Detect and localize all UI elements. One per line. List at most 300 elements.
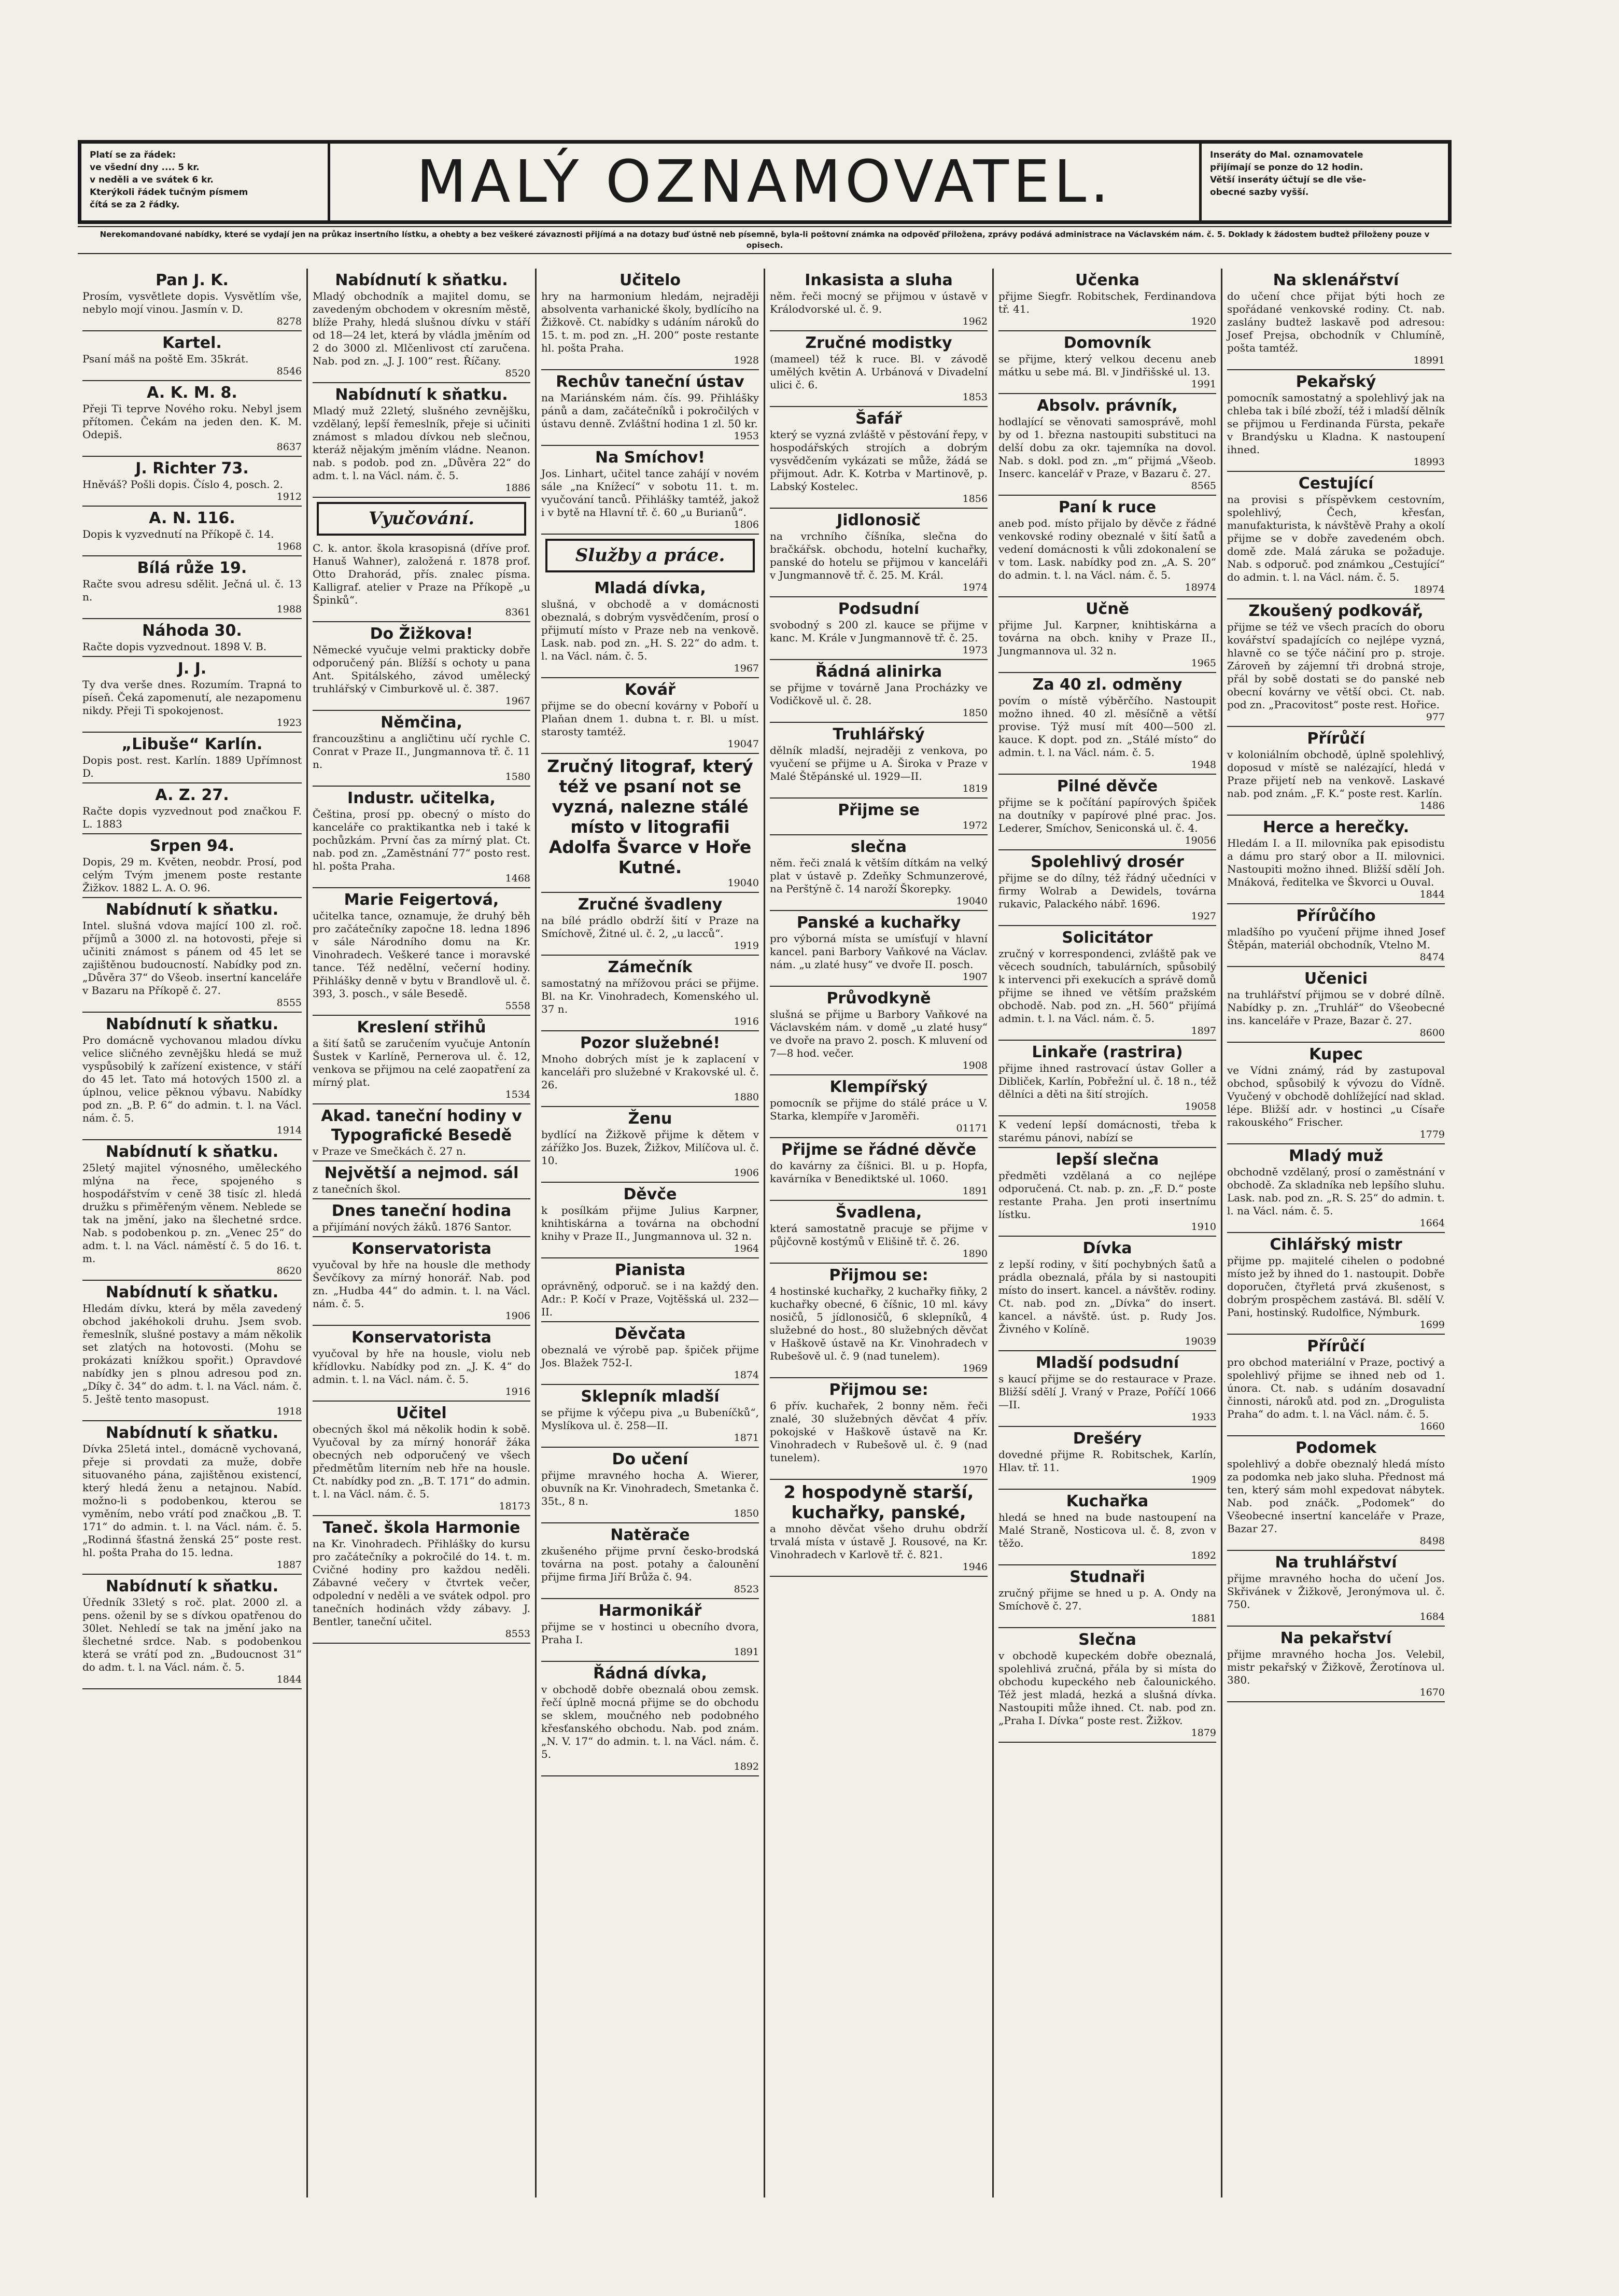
classified-ad	[998, 673, 1216, 775]
ad-code: 1660	[1419, 1421, 1445, 1432]
ad-code: 1916	[734, 1016, 759, 1027]
ad-text: oprávněný, odporuč. se i na každý den. Adr.: P. Kočí v Praze, Vojtěšská ul. 232—II.	[541, 1280, 759, 1318]
ad-text: a přijímání nových žáků. 1876 Santor.	[313, 1221, 512, 1233]
ad-title: Natěrače	[610, 1526, 690, 1544]
ad-title: Nabídnutí k sňatku.	[105, 1577, 279, 1595]
classified-ad	[82, 1421, 302, 1575]
ad-code: 1909	[1191, 1474, 1216, 1486]
ad-text: 25letý majitel výnosného, uměleckého mlýna na řece, spojeného s hospodářstvím v ceně 38 tisíc zl. hledá družku s přiměřeným věnem. Neblede se tak na jmění, jako na šlechetné srdce. Nab. s podobenkou p. zn. „Venec 25“ do adm. t. l. na Václ. náměstí č. 5 do 16. t. m.	[82, 1161, 302, 1265]
ad-code: 1892	[1191, 1550, 1216, 1561]
ad-title: Do učení	[612, 1450, 688, 1468]
ad-code: 19040	[956, 895, 988, 907]
ad-text: francouzštinu a angličtinu učí rychle C. Conrat v Praze II., Jungmannova tř. č. 11 n.	[313, 732, 530, 771]
ad-code: 8600	[1419, 1027, 1445, 1039]
classified-ad	[1227, 269, 1445, 370]
ad-text: svobodný s 200 zl. kauce se přijme v kanc. M. Krále v Jungmannově tř. č. 25.	[770, 619, 988, 644]
classified-ad	[770, 1378, 988, 1480]
ad-title: 2 hospodyně starší, kuchařky, panské,	[783, 1482, 974, 1522]
ad-text: Psaní máš na poště Em. 35krát.	[82, 353, 249, 365]
ad-text: a mnoho děvčat všeho druhu obdrží trvalá místa v ústavě J. Rousové, na Kr. Vinohradech v Karlově tř. č. 821.	[770, 1522, 988, 1561]
ad-title: Učenici	[1304, 970, 1368, 988]
ad-text: pomocník se přijme do stálé práce u V. Starka, klempíře v Jaroměři.	[770, 1097, 988, 1122]
ad-text: mladšího po vyučení přijme ihned Josef Štěpán, materiál obchodník, Vtelno M.	[1227, 926, 1445, 951]
ad-title: Kovář	[625, 681, 675, 699]
ad-title: Zkoušený podkovář,	[1248, 602, 1424, 620]
ad-text: Hledám I. a II. milovníka pak episodistu a dámu pro starý obor a II. milovnici. Nastoupiti možno ihned. Bližší sdělí Joh. Mnáková, ředitelka ve Škvorci u Ouval.	[1227, 837, 1445, 888]
ad-text: Ty dva verše dnes. Rozumím. Trapná to píseň. Čeká zapomenutí, ale nezapomenu nikdy. Přeji Ti spokojenost.	[82, 678, 302, 717]
classified-ad	[541, 1448, 759, 1523]
pricing-line: Platí se za řádek:	[90, 150, 176, 160]
ad-text: Hledám dívku, která by měla zavedený obchod jakéhokoli druhu. Jsem svob. řemeslník, slušné postavy a mám několik set zlatých na hotovosti. (Mohu se prokázati knížkou spořit.) Opravdové nabídky jen s plnou adresou pod zn. „Díky č. 34“ do adm. t. l. na Václ. nám. č. 5. Ještě tento masopust.	[82, 1302, 302, 1405]
classified-ad	[998, 1116, 1216, 1148]
classified-ad	[541, 1662, 759, 1776]
ad-code: 1879	[1191, 1727, 1216, 1739]
ad-code: 1779	[1419, 1129, 1445, 1140]
classified-ad	[541, 1523, 759, 1599]
ad-text: hledá se hned na bude nastoupení na Malé Straně, Nosticova ul. č. 8, zvon v těžo.	[998, 1511, 1216, 1549]
ad-code: 19047	[727, 738, 759, 750]
classified-ad	[998, 1351, 1216, 1427]
ad-title: Ženu	[628, 1110, 672, 1128]
ad-text: v obchodě dobře obeznalá obou zemsk. řečí úplně mocná přijme se do obchodu se sklem, moučného neb podobného křesťanského obchodu. Nab. pod znám. „N. V. 17“ do admin. t. l. na Václ. nám. č. 5.	[541, 1683, 759, 1760]
classified-ad	[541, 678, 759, 754]
classified-ad	[1227, 1144, 1445, 1233]
ad-text: přijme se k počítání papírových špiček na doutníky v papírové plné prac. Jos. Lederer, Smíchov, Seniconská ul. č. 4.	[998, 796, 1216, 834]
classified-ad	[82, 898, 302, 1013]
classified-ad	[770, 660, 988, 723]
ad-text: v Praze ve Smečkách č. 27 n.	[313, 1145, 466, 1157]
ad-title: Rechův taneční ústav	[556, 373, 744, 391]
ad-code: 1946	[962, 1561, 988, 1573]
ad-title: Pilné děvče	[1057, 777, 1158, 795]
pricing-box	[81, 144, 330, 220]
classified-ad	[998, 269, 1216, 331]
ad-title: Drešéry	[1073, 1430, 1142, 1448]
ad-title: Truhlářský	[833, 725, 925, 744]
ad-code: 1962	[962, 316, 988, 327]
ad-text: přijme Jul. Karpner, knihtiskárna a továrna na obch. knihy v Praze II., Jungmannova ul. 32 n.	[998, 619, 1216, 657]
pricing-line: Kterýkoli řádek tučným písmem	[90, 187, 248, 198]
ad-text: zkušeného přijme první česko-brodská továrna na post. potahy a čalounění přijme firma Jiří Brůža č. 94.	[541, 1545, 759, 1583]
ad-code: 1969	[962, 1363, 988, 1374]
ad-code: 1920	[1191, 316, 1216, 327]
classified-ad	[770, 987, 988, 1075]
ad-text: (mameel) též k ruce. Bl. v závodě umělých květin A. Urbánová v Divadelní ulici č. 6.	[770, 353, 988, 391]
classified-ad	[998, 926, 1216, 1041]
ad-title: Děvče	[623, 1185, 677, 1203]
classified-ad	[82, 834, 302, 898]
classified-ad	[998, 1041, 1216, 1116]
ad-code: 1912	[276, 491, 302, 502]
classified-ad	[313, 622, 530, 711]
ad-title: Největší a nejmod. sál	[324, 1164, 519, 1182]
ad-code: 1468	[505, 873, 530, 884]
ad-text: na provisi s příspěvkem cestovním, spolehlivý, Čech, křesťan, manufakturista, k návštěvě Prahy a okolí přijme se v dobře zavedeném obch. domě zde. Malá záruka se požaduje. Nab. s odporuč. pod známkou „Cestující“ do admin. t. l. na Václ. nám. č. 5.	[1227, 493, 1445, 583]
ad-code: 1967	[734, 663, 759, 674]
ad-text: v koloniálním obchodě, úplně spolehlivý, doposud v místě se nalézající, hledá v Praze přijetí neb na venkově. Laskavé nab. pod znám. „F. K.“ poste rest. Karlín.	[1227, 748, 1445, 800]
classified-ad	[82, 783, 302, 834]
classified-ad	[998, 1148, 1216, 1237]
ad-title: Mladý muž	[1289, 1147, 1383, 1165]
ad-text: slušná se přijme u Barbory Vaňkové na Václavském nám. v domě „u zlaté husy“ ve dvoře na pravo 2. posch. K mluvení od 7—8 hod. večer.	[770, 1008, 988, 1059]
ad-code: 8474	[1419, 951, 1445, 963]
ad-title: slečna	[851, 838, 907, 856]
ad-code: 1874	[734, 1369, 759, 1381]
ad-text: obeznalá ve výrobě pap. špiček přijme Jos. Blažek 752-I.	[541, 1343, 759, 1369]
ad-title: Na pekařství	[1280, 1629, 1392, 1647]
classified-ad	[770, 509, 988, 597]
ad-code: 1891	[734, 1646, 759, 1658]
classified-ad	[82, 657, 302, 733]
ad-title: Na Smíchov!	[595, 449, 705, 467]
classified-ad	[1227, 1436, 1445, 1551]
classified-ad	[998, 775, 1216, 850]
ad-title: Přijme se	[838, 801, 920, 819]
classified-ad	[1227, 1627, 1445, 1702]
ad-code: 1534	[505, 1089, 530, 1100]
classified-ad	[998, 331, 1216, 394]
ad-code: 1850	[734, 1508, 759, 1519]
classified-ad	[313, 1516, 530, 1644]
classified-ad	[1227, 1233, 1445, 1335]
ad-text: Mladý obchodník a majitel domu, se zavedeným obchodem v okresním městě, blíže Prahy, hledá slušnou dívku v stáří od 18—24 let, která by vládla jměním od 2 do 3000 zl. Mlčenlivost ctí zaručena. Nab. pod zn. „J. J. 100“ rest. Říčany.	[313, 290, 530, 367]
ad-text: a šití šatů se zaručením vyučuje Antonín Šustek v Karlíně, Pernerova ul. č. 12, venkova se přijmou na celé zaopatření za mírný plat.	[313, 1037, 530, 1088]
ad-title: Slečna	[1078, 1631, 1136, 1649]
ad-title: Němčina,	[381, 713, 462, 732]
insertion-line: obecné sazby vyšší.	[1210, 187, 1309, 198]
pricing-line: v neděli a ve svátek 6 kr.	[90, 175, 214, 185]
classified-ad	[1227, 904, 1445, 967]
ad-text: hry na harmonium hledám, nejraději absolventa varhanické školy, bydlícího na Žižkově. Ct. nabídky s udáním nároků do 15. t. m. pod zn. „H. 200“ poste restante hl. pošta Praha.	[541, 290, 759, 354]
classified-ad	[541, 269, 759, 370]
ad-title: Harmonikář	[598, 1602, 702, 1620]
classified-ad	[313, 787, 530, 888]
ad-code: 1973	[962, 645, 988, 656]
ad-text: Hněváš? Pošli dopis. Číslo 4, posch. 2.	[82, 478, 284, 491]
ad-title: Domovník	[1063, 334, 1151, 352]
ad-text: Intel. slušná vdova mající 100 zl. roč. příjmů a 3000 zl. na hotovosti, přeje si učiniti známost s pánem od 45 let se zajištěnou budoucností. Nabídky pod zn. „Důvěra 37“ do Všeob. insertní kanceláře v Bazaru na Příkopě č. 27.	[82, 919, 302, 997]
insertion-line: Větší inseráty účtují se dle vše-	[1210, 175, 1367, 185]
classified-ad	[1227, 727, 1445, 816]
ad-title: Kupec	[1309, 1045, 1363, 1063]
ad-text: Úředník 33letý s roč. plat. 2000 zl. a pens. oženil by se s dívkou opatřenou do 30let. Nehledí se tak na jmění jako na šlechetné srdce. Nab. s podobenkou která se vrátí pod zn. „Budoucnost 31“ do adm. t. l. na Václ. nám. č. 5.	[82, 1596, 302, 1673]
classified-ad	[541, 1385, 759, 1448]
ad-text: spolehlivý a dobře obeznalý hledá místo za podomka neb jako sluha. Přednost má ten, který sám mohl expedovat nábytek. Nab. pod znáčk. „Podomek“ do Všeobecné insertní kanceláře v Praze, Bazar 27.	[1227, 1458, 1445, 1535]
classified-ad	[541, 1031, 759, 1107]
ad-text: ve Vídni známý, rád by zastupoval obchod, spůsobilý k vývozu do Vídně. Vyučený v obchodě dohlížející nad sklad. lépe. Bližší adr. v hostinci „u Císaře rakouského“ Frischer.	[1227, 1064, 1445, 1128]
classified-ad	[313, 888, 530, 1016]
ad-text: přijme mravného hocha do učení Jos. Skřivánek v Žižkově, Jeronýmova ul. č. 750.	[1227, 1572, 1445, 1611]
classified-ad	[541, 446, 759, 535]
ad-text: Čeština, prosí pp. obecný o místo do kanceláře co praktikantka neb i také k pochůzkám. První čas za mírný plat. Ct. nab. pod zn. „Zaměstnání 77“ posto rest. hl. pošta Praha.	[313, 808, 530, 872]
ad-text: se přijme v továrně Jana Procházky ve Vodičkově ul. č. 28.	[770, 681, 988, 707]
ad-title: Přijme se řádné děvče	[781, 1141, 977, 1159]
newspaper-page	[78, 140, 1452, 2199]
classified-ad	[770, 1138, 988, 1201]
classified-ad	[1227, 472, 1445, 599]
ad-title: Učitelo	[619, 271, 681, 289]
ad-title: Děvčata	[614, 1325, 686, 1343]
classified-ad	[82, 619, 302, 657]
ad-code: 1906	[505, 1310, 530, 1322]
ad-code: 18173	[499, 1501, 530, 1512]
classified-ad	[541, 893, 759, 956]
ad-title: Herce a herečky.	[1262, 818, 1410, 836]
ad-title: Přírůčí	[1307, 730, 1365, 748]
ad-text: přijme se v hostinci u obecního dvora, Praha I.	[541, 1620, 759, 1646]
ad-title: Cestující	[1298, 474, 1374, 493]
ad-code: 1916	[505, 1386, 530, 1397]
classified-ad	[1227, 599, 1445, 727]
ad-title: Paní k ruce	[1058, 498, 1157, 516]
ad-code: 1853	[962, 391, 988, 403]
ad-code: 1670	[1419, 1687, 1445, 1698]
classified-ad	[1227, 370, 1445, 472]
ad-title: Spolehlivý drosér	[1031, 853, 1184, 871]
section-heading	[317, 502, 526, 536]
ad-code: 1964	[734, 1243, 759, 1254]
classified-ad	[770, 597, 988, 660]
ad-code: 1891	[962, 1185, 988, 1197]
classified-ad	[770, 269, 988, 331]
ad-title: Kartel.	[162, 334, 222, 352]
classified-ad	[313, 1237, 530, 1326]
ad-text: dovedné přijme R. Robitschek, Karlín, Hlav. tř. 11.	[998, 1448, 1216, 1474]
ad-text: Dopis, 29 m. Květen, neobdr. Prosí, pod celým Tvým jmenem poste restante Žižkov. 1882 L. A. O. 96.	[82, 856, 302, 894]
ad-text: K vedení lepší domácnosti, třeba k starému pánovi, nabízí se	[998, 1118, 1216, 1144]
ad-code: 8546	[276, 366, 302, 377]
classified-ad	[541, 1258, 759, 1322]
ad-title: Mladší podsudní	[1035, 1354, 1179, 1372]
ad-code: 1991	[1191, 379, 1216, 390]
ad-column	[535, 269, 764, 2197]
ad-title: Pan J. K.	[156, 271, 229, 289]
classified-ad	[770, 1480, 988, 1577]
ad-title: Průvodkyně	[826, 989, 931, 1007]
ad-columns	[78, 269, 1452, 2197]
classified-ad	[541, 754, 759, 893]
ad-text: zručný v korrespondenci, zvláště pak ve věcech soudních, tabulárních, spůsobilý k intervenci při exekucích a správě domů přijme se ihned ve větším pražském obchodě. Nab. pod zn. „H. 560“ přijímá admin. t. l. na Václ. nám. č. 5.	[998, 947, 1216, 1025]
ad-code: 8553	[505, 1628, 530, 1640]
ad-title: Studnaři	[1069, 1568, 1145, 1586]
ad-code: 1890	[962, 1248, 988, 1259]
ad-title: Zručné švadleny	[578, 895, 723, 914]
ad-title: Na sklenářství	[1273, 271, 1399, 289]
ad-code: 1972	[962, 820, 988, 831]
classified-ad	[998, 1490, 1216, 1565]
ad-code: 1967	[505, 695, 530, 707]
ad-text: se přijme, který velkou decenu aneb mátku u sebe má. Bl. v Jindřišské ul. 13.	[998, 353, 1216, 378]
ad-text: na bílé prádlo obdrží šití v Praze na Smíchově, Žitné ul. č. 2, „u lacců“.	[541, 914, 759, 940]
ad-text: slušná, v obchodě a v domácnosti obeznalá, s dobrým vysvědčením, prosí o přijmutí místo v Praze neb na venkově. Lask. nab. pod zn. „H. S. 22“ do adm. t. l. na Václ. nám. č. 5.	[541, 598, 759, 662]
ad-text: která samostatně pracuje se přijme v půjčovně kostýmů v Elišině tř. č. 26.	[770, 1222, 988, 1248]
pricing-line: ve všední dny .... 5 kr.	[90, 162, 200, 173]
classified-ad	[313, 711, 530, 787]
ad-code: 1871	[734, 1432, 759, 1444]
ad-code: 1918	[276, 1406, 302, 1417]
ad-code: 1948	[1191, 759, 1216, 771]
ad-title: Mladá dívka,	[594, 579, 706, 597]
ad-title: Řádná dívka,	[593, 1664, 707, 1683]
ad-code: 1919	[734, 940, 759, 951]
ad-text: přijme se do obecní kovárny v Poboří u Plaňan dnem 1. dubna t. r. Bl. u míst. starosty tamtéž.	[541, 699, 759, 738]
classified-ad	[82, 1013, 302, 1140]
ad-text: hodlající se věnovati samosprávě, mohl by od 1. března nastoupiti substituci na delší dobu za okr. tajemníka na dovol. Nab. s dokl. pod zn. „m“ přijmá „Všeob. Inserc. kancelář v Praze, v Bazaru č. 27.	[998, 415, 1216, 480]
ad-title: Přijmou se:	[829, 1381, 928, 1399]
classified-ad	[998, 1565, 1216, 1628]
ad-code: 1923	[276, 717, 302, 729]
ad-column	[78, 269, 306, 2197]
classified-ad	[541, 1599, 759, 1662]
ad-text: zručný přijme se hned u p. A. Ondy na Smíchově č. 27.	[998, 1587, 1216, 1612]
ad-title: Přijmou se:	[829, 1266, 928, 1284]
ad-code: 19039	[1185, 1336, 1216, 1347]
ad-title: Učenka	[1075, 271, 1140, 289]
ad-title: Industr. učitelka,	[347, 789, 496, 807]
pricing-line: čítá se za 2 řádky.	[90, 200, 180, 210]
ad-title: Dívka	[1082, 1239, 1132, 1257]
ad-code: 01171	[956, 1123, 988, 1134]
ad-text: na truhlářství přijmou se v dobré dílně. Nabídky p. zn. „Truhlář“ do Všeobecné ins. kanceláře v Praze, Bazar č. 27.	[1227, 988, 1445, 1027]
ad-code: 1880	[734, 1091, 759, 1103]
ad-text: povím o místě výběrčího. Nastoupit možno ihned. 40 zl. měsíčně a větší provise. Týž musí mít 400—500 zl. kauce. K dopt. pod zn. „Stálé místo“ do admin. t. l. na Václ. nám. č. 5.	[998, 694, 1216, 759]
classified-ad	[82, 381, 302, 457]
classified-ad	[82, 1281, 302, 1421]
ad-title: Taneč. škola Harmonie	[322, 1519, 520, 1537]
classified-ad	[82, 331, 302, 381]
ad-title: Pozor služebné!	[580, 1034, 721, 1052]
ad-code: 1806	[734, 519, 759, 530]
ad-title: Sklepník mladší	[581, 1388, 720, 1406]
ad-title: Linkaře (rastrira)	[1032, 1043, 1183, 1061]
ad-code: 18974	[1185, 582, 1216, 593]
section-heading	[545, 539, 755, 572]
ad-code: 1892	[734, 1761, 759, 1772]
ad-text: přijme mravného hocha Jos. Velebil, mistr pekařský v Žižkově, Žerotínova ul. 380.	[1227, 1648, 1445, 1686]
classified-ad	[82, 269, 302, 331]
ad-code: 8520	[505, 368, 530, 379]
ad-title: Podsudní	[838, 600, 920, 618]
ad-code: 1844	[276, 1674, 302, 1685]
ad-text: vyučoval by hře na housle dle methody Ševčíkovy za mírný honorář. Nab. pod zn. „Hudba 44“ do admin. t. l. na Václ. nám. č. 5.	[313, 1258, 530, 1310]
ad-text: k posílkám přijme Julius Karpner, knihtiskárna a továrna na obchodní knihy v Praze II., Jungmannova ul. 32 n.	[541, 1204, 759, 1242]
classified-ad	[313, 540, 530, 622]
ad-text: se přijme k výčepu piva „u Bubeníčků“, Myslíkova ul. č. 258—II.	[541, 1406, 759, 1432]
ad-code: 19056	[1185, 835, 1216, 846]
ad-title: J. Richter 73.	[135, 459, 249, 478]
ad-title: Švadlena,	[835, 1203, 922, 1222]
ad-text: 4 hostinské kuchařky, 2 kuchařky fiňky, 2 kuchařky obecné, 6 číšnic, 10 ml. kávy nosičů, 5 jídlonosičů, 6 sklepníků, 4 služebné do host., 80 služebných děvčat v Haškově ústavě na Kr. Vinohradech v Rubešově ul. č. 9 (nad tunelem).	[770, 1285, 988, 1362]
ad-text: aneb pod. místo přijalo by děvče z řádné venkovské rodiny obeznalé v šití šatů a vedení domácnosti k vůli zdokonalení se v tom. Lask. nabídky pod zn. „A. S. 20“ do admin. t. l. na Václ. nám. č. 5.	[998, 517, 1216, 581]
ad-code: 1970	[962, 1464, 988, 1476]
ad-text: přijme ihned rastrovací ústav Goller a Dibliček, Karlín, Pobřežní ul. č. 18 n., též dělníci a děti na šití strojích.	[998, 1062, 1216, 1100]
ad-code: 1927	[1191, 911, 1216, 922]
ad-title: Učně	[1086, 600, 1129, 618]
classified-ad	[770, 407, 988, 509]
ad-code: 1933	[1191, 1411, 1216, 1423]
ad-text: z tanečních škol.	[313, 1183, 401, 1195]
ad-text: který se vyzná zvláště v pěstování řepy, v hospodářských strojích a dobrým vysvědčením vykázati se může, žádá se přijmout. Adr. K. Kotrba v Martinově, p. Labský Kostelec.	[770, 428, 988, 493]
ad-code: 18991	[1413, 355, 1445, 366]
classified-ad	[313, 383, 530, 498]
ad-title: lepší slečna	[1055, 1151, 1159, 1169]
ad-title: Vyučování.	[368, 508, 475, 529]
classified-ad	[313, 1161, 530, 1199]
ad-code: 1968	[276, 541, 302, 552]
ad-title: Kuchařka	[1066, 1492, 1149, 1510]
ad-code: 1844	[1419, 889, 1445, 900]
ad-title: Služby a práce.	[575, 545, 725, 566]
insertion-line: přijímají se ponze do 12 hodin.	[1210, 162, 1363, 173]
ad-text: Račte dopis vyzvednout pod značkou F. L. 1883	[82, 805, 302, 830]
classified-ad	[541, 956, 759, 1031]
ad-title: Jidlonosič	[837, 511, 921, 529]
classified-ad	[998, 1237, 1216, 1351]
ad-code: 8278	[276, 316, 302, 327]
ad-column	[306, 269, 535, 2197]
ad-text: v obchodě kupeckém dobře obeznalá, spolehlivá zručná, přála by si místa do obchodu kupeckého neb čalounického. Též jest mladá, hezká a slušná dívka. Nastoupiti může ihned. Ct. nab. pod zn. „Praha I. Dívka“ poste rest. Žižkov.	[998, 1649, 1216, 1727]
classified-ad	[541, 1183, 759, 1258]
ad-title: Solicitátor	[1062, 929, 1153, 947]
ad-text: Mladý muž 22letý, slušného zevnějšku, vzdělaný, lepší řemeslník, přeje si učiniti známost s mladou dívkou neb slečnou, kteráž nějakým jměním vládne. Neanon. nab. s podob. pod zn. „Důvěra 22“ do adm. t. l. na Václ. nám. č. 5.	[313, 404, 530, 482]
classified-ad	[1227, 1551, 1445, 1627]
ad-column	[992, 269, 1221, 2197]
ad-title: Zámečník	[608, 958, 693, 976]
ad-code: 1928	[734, 355, 759, 366]
classified-ad	[313, 269, 530, 383]
ad-column	[764, 269, 992, 2197]
notice-line: Nerekomandované nabídky, které se vydají jen na průkaz insertního lístku, a ohebty a bez veškeré závaznosti přijímá a na dotazy buď ústně neb písemně, byla-li poštovní známka na odpověď přiložena, zprávy podává administrace na Václavském nám. č. 5. Doklady k žádostem budtež přiloženy pouze v opisech.	[78, 226, 1452, 254]
ad-text: obecných škol má několik hodin k sobě. Vyučoval by za mírný honorář žáka obecných neb odporučený ve všech předmětům literním neb hře na housle. Ct. nabídky pod zn. „B. T. 171“ do admin. t. l. na Václ. nám. č. 5.	[313, 1423, 530, 1500]
ad-title: Náhoda 30.	[142, 622, 242, 640]
ad-title: Nabídnutí k sňatku.	[105, 1283, 279, 1301]
ad-code: 8523	[734, 1584, 759, 1595]
ad-code: 8565	[1191, 480, 1216, 492]
classified-ad	[770, 1264, 988, 1378]
ad-code: 1988	[276, 604, 302, 615]
ad-code: 18974	[1413, 584, 1445, 595]
ad-code: 977	[1426, 711, 1445, 723]
ad-text: do kavárny za číšnici. Bl. u p. Hopfa, kavárníka v Benediktské ul. 1060.	[770, 1159, 988, 1185]
ad-code: 1664	[1419, 1217, 1445, 1229]
ad-text: C. k. antor. škola krasopisná (dříve prof. Hanuš Wahner), založená r. 1878 prof. Otto Drahorád, přís. znalec písma. Kalligraf. atelier v Praze na Příkopě „u Špinků“.	[313, 542, 530, 606]
classified-ad	[998, 597, 1216, 673]
ad-text: vyučoval by hře na housle, violu neb křídlovku. Nabídky pod zn. „J. K. 4“ do admin. t. l. na Václ. nám. č. 5.	[313, 1347, 530, 1385]
ad-text: samostatný na mřížovou práci se přijme. Bl. na Kr. Vinohradech, Komenského ul. 37 n.	[541, 977, 759, 1015]
ad-code: 1886	[505, 482, 530, 494]
ad-text: předměti vzdělaná a co nejlépe odporučená. Ct. nab. p. zn. „F. D.“ poste restante Praha. Jen proti insertnímu lístku.	[998, 1169, 1216, 1221]
ad-title: A. K. M. 8.	[147, 384, 237, 402]
classified-ad	[1227, 1043, 1445, 1144]
ad-code: 8620	[276, 1265, 302, 1277]
classified-ad	[1227, 816, 1445, 904]
ad-title: Nabídnutí k sňatku.	[335, 386, 508, 404]
classified-ad	[770, 911, 988, 987]
classified-ad	[82, 1575, 302, 1689]
ad-code: 5558	[505, 1000, 530, 1012]
ad-text: na Mariánském nám. čís. 99. Přihlášky pánů a dam, začátečníků i pokročilých v ústavu denně. Zvláštní hodina 1 zl. 50 kr.	[541, 391, 759, 430]
ad-title: Nabídnutí k sňatku.	[105, 1424, 279, 1442]
ad-title: A. N. 116.	[149, 509, 235, 527]
ad-code: 1965	[1191, 657, 1216, 669]
ad-text: Přeji Ti teprve Nového roku. Nebyl jsem přítomen. Čekám na jeden den. K. M. Odepiš.	[82, 402, 302, 441]
ad-text: učitelka tance, oznamuje, že druhý běh pro začátečníky započne 18. ledna 1896 v sále Národního domu na Kr. Vinohradech. Veškeré tance i moravské tance. Též nedělní, večerní hodiny. Přihlášky denně v bytu v Brandlově ul. č. 393, 3. posch., v sále Besedě.	[313, 909, 530, 1000]
classified-ad	[770, 799, 988, 835]
page-title: MALÝ OZNAMOVATEL.	[416, 148, 1113, 216]
ad-text: 6 přív. kuchařek, 2 bonny něm. řeči znalé, 30 služebných děvčat 4 přív. pokojské v Haškově ústavě na Kr. Vinohradech v Rubešově ul. č. 9 (nad tunelem).	[770, 1399, 988, 1464]
ad-code: 1908	[962, 1060, 988, 1071]
ad-text: přijme pp. majitelé cihelen o podobné místo jež by ihned do 1. nastoupit. Dobře doporučen, čtyřletá prvá zkušenost, s dobrým prospěchem zastává. Bl. sdělí V. Pani, hostinský. Rudolfice, Nýmburk.	[1227, 1254, 1445, 1319]
